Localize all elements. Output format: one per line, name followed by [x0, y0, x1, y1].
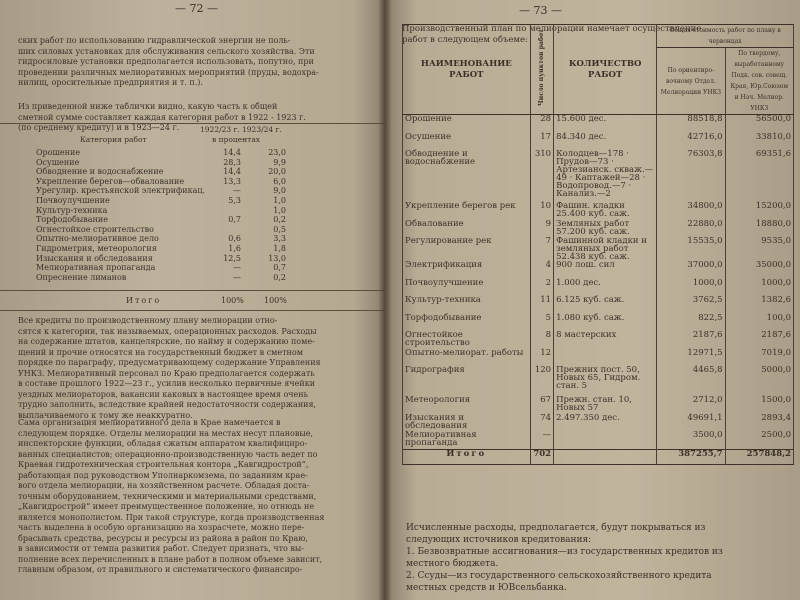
credits-paragraph	[18, 316, 321, 421]
text-line: Краевая гидротехническая строительная контора „Кавгидрострой“,	[18, 460, 309, 469]
text-line: проведении различных мелиоративных мероприятий (пруды, водохра-	[18, 67, 319, 77]
table-row: Электрификация 4 900 лош. сил 37000,0 35000,0	[403, 261, 794, 279]
text-line: щений и прочие относятся на государственный бюджет в сметном	[18, 347, 303, 357]
table-row: Опреснение лиманов — 0,2	[36, 272, 286, 282]
text-line: точным оборудованием, техническими и материальными средствами,	[18, 491, 317, 501]
table-row: Огнестойкое строительство 0,5	[36, 224, 286, 234]
text-line: ванных специалистов; операционно-производственную часть ведет по	[18, 449, 318, 459]
production-plan-table	[402, 24, 794, 465]
header-cost-sub1: По ориентиро-вочному Отдел. Мелиорации УНКЗ	[657, 48, 725, 115]
table-row: Опытно-мелиоративное дело 0,6 3,3	[36, 234, 286, 244]
table-row: Урегулир. крестьянской электрификац. — 9,0	[36, 186, 286, 196]
text-line: Все кредиты по производственному плану мелиорации отно-	[18, 316, 278, 325]
page-number-left: — 72 —	[175, 2, 218, 15]
text-line: уездных мелиораторов, вакансии каковых в настоящее время очень	[18, 389, 308, 399]
category-table	[36, 148, 296, 282]
table-row: Обвалование 9 Земляных работ 57.200 куб. саж. 22880,0 18880,0	[403, 220, 794, 238]
table-row: Укрепление берегов рек 10 Фашин. кладки 25.400 куб. саж. 34800,0 15200,0	[403, 202, 794, 220]
table-header-row	[403, 25, 794, 48]
page-number-right: — 73 —	[519, 4, 562, 17]
table-row: Орошение 14,4 23,0	[36, 148, 286, 157]
header-quantity: КОЛИЧЕСТВО РАБОТ	[554, 25, 657, 115]
header-points: Число пунктов работ	[530, 25, 553, 115]
intro-paragraph	[18, 36, 319, 89]
table-total-rule	[0, 290, 384, 291]
text-line: выплачиваемого к тому же неаккуратно.	[18, 410, 193, 420]
text-line: в составе прошлого 1922—23 г., усилив несколько первичные ячейки	[18, 379, 316, 388]
text-line: следующем порядке. Отделы мелиорации на местах несут плановые,	[18, 428, 313, 438]
text-line: УНКЗ. Мелиоративный персонал по Краю предполагается содержать	[18, 368, 315, 378]
right-page	[384, 0, 800, 600]
text-line: трудно заполнить, вследствие крайней недостаточности содержания,	[18, 400, 317, 409]
table-row: Обводнение и водоснабжение 310 Колодцев—178 · Прудов—73 · Артезианск. скваж.—49 · Каптажей—28 · Водопровод.—7 · Канализ.—2 76303,8 69351,6	[403, 150, 794, 202]
text-line: брасывать средства, ресурсы и ресурсы из района в район по Краю,	[18, 533, 308, 543]
header-cost-sub2: По твердому, выработанному Подк. сов. совещ. Края, Юр.Союзом и Нач. Мелиор. УНКЗ	[725, 48, 793, 115]
text-line: Производственный план по мелиорации намечает осуществление	[402, 24, 702, 34]
text-line: следующих источников кредитования:	[406, 535, 592, 545]
table-row: Изыскания и обследования 12,5 13,0	[36, 253, 286, 263]
text-line: нилищ, оросительные предприятия и т. п.).	[18, 78, 203, 87]
text-line: Исчисленные расходы, предполагается, будут покрываться из	[406, 523, 706, 533]
table-row: Мелиоративная пропаганда — 3500,0 2500,0	[403, 431, 794, 449]
table-row: Почвоулучшение 2 1.000 дес. 1000,0 1000,0	[403, 279, 794, 297]
text-line: (по среднему кредиту) и в 1923—24 г.	[18, 123, 180, 132]
book-gutter	[378, 0, 392, 600]
year-2-header: 1923/24 г.	[242, 125, 282, 134]
table-row: Почвоулучшение 5,3 1,0	[36, 195, 286, 205]
table-total-row: Итого 100% 100%	[126, 296, 287, 305]
category-header: Категория работ	[80, 135, 147, 144]
text-line: ских работ по использованию гидравлической энергии не поль-	[18, 36, 291, 45]
table-row: Осушение 17 84.340 дес. 42716,0 33810,0	[403, 133, 794, 151]
text-line: местного бюджета.	[406, 559, 499, 569]
table-row: Гидрометрия, метеорология 1,6 1,8	[36, 243, 286, 253]
text-line: в зависимости от темпа развития работ. Следует признать, что вы-	[18, 544, 304, 553]
text-line: вого отдела мелиорации, на хозяйственном расчете. Обладая доста-	[18, 481, 310, 490]
text-line: порядке по параграфу, предусматривающему содержание Управления	[18, 358, 321, 367]
table-bottom-rule	[0, 310, 384, 311]
table-row: Огнестойкое строительство 8 8 мастерских 2187,6 2187,6	[403, 331, 794, 349]
table-row: Гидрография 120 Прежних пост. 50, Новых 65, Гидром. стан. 5 4465,8 5000,0	[403, 366, 794, 396]
text-line: работающая под руководством Уполнаркомзема, по заданиям краe-	[18, 470, 308, 480]
text-line: гидросиловые установки предполагается использовать, попутно, при	[18, 57, 314, 66]
table-row: Торфодобывание 5 1.080 куб. саж. 822,5 100,0	[403, 314, 794, 332]
text-line: сятся к категории, так называемых, операционных расходов. Расходы	[18, 326, 317, 336]
text-line: на содержание штатов, канцелярские, по найму и содержанию поме-	[18, 337, 315, 346]
table-top-rule	[0, 123, 384, 124]
table-total-row: Итого 702 387255,7 257848,2	[403, 449, 794, 464]
unit-header: в процентах	[212, 135, 261, 144]
funding-sources	[406, 522, 723, 594]
text-line: ших силовых установках для обслуживания сельского хозяйства. Эти	[18, 46, 315, 56]
table-row: Обводнение и водоснабжение 14,4 20,0	[36, 167, 286, 177]
table-row: Регулирование рек 7 Фашинной кладки и земляных работ 52.438 куб. саж. 15535,0 9535,0	[403, 237, 794, 261]
text-line: полнение всех перечисленных в плане работ в полном объеме зависит,	[18, 554, 323, 564]
table-row: Орошение 28 15.600 дес. 88518,8 56500,0	[403, 115, 794, 133]
table-row: Культур-техника 11 6.125 куб. саж. 3762,5 1382,6	[403, 296, 794, 314]
text-line: является монополистом. При такой структуре, когда производственная	[18, 512, 325, 522]
table-row: Метеорология 67 Прежн. стан. 10, Новых 57 2712,0 1500,0	[403, 396, 794, 414]
header-cost: Общая стоимость работ по плану в червонцах	[657, 25, 794, 48]
text-line: 2. Ссуды—из государственного сельскохозяйственного кредита	[406, 571, 712, 581]
table-row: Осушение 28,3 9,9	[36, 157, 286, 167]
text-line: работ в следующем объеме:	[402, 35, 528, 45]
table-row: Торфодобывание 0,7 0,2	[36, 215, 286, 225]
text-line: инспекторские функции, обладая сжатым аппаратом квалифициро-	[18, 439, 308, 448]
organization-paragraph	[18, 418, 324, 576]
header-name: НАИМЕНОВАНИЕ РАБОТ	[403, 25, 531, 115]
text-line: местных средств и ЮВсельбанка.	[406, 583, 567, 593]
table-row: Укрепление берегов—обвалование 13,3 6,0	[36, 176, 286, 186]
left-page	[0, 0, 384, 600]
text-line: сметной сумме составляет каждая категория работ в 1922 - 1923 г.	[18, 112, 306, 122]
year-1-header: 1922/23 г.	[200, 125, 240, 134]
table-row: Опытно-мелиорат. работы 12 12971,5 7019,0	[403, 349, 794, 367]
table-row: Культур-техника 1,0	[36, 205, 286, 215]
table-row: Изыскания и обследования 74 2.497.350 дес. 49691,1 2893,4	[403, 414, 794, 432]
table-row: Мелиоративная пропаганда — 0,7	[36, 263, 286, 273]
text-line: Сама организация мелиоративного дела в Крае намечается в	[18, 418, 281, 427]
text-line: Из приведенной ниже таблички видно, какую часть к общей	[18, 102, 278, 111]
text-line: часть выделена в особую организацию на хозрасчете, можно пере-	[18, 523, 305, 532]
text-line: главным образом, от правильного и систематического финансиро-	[18, 565, 303, 574]
text-line: „Кавгидрострой“ имеет преимущественное положение, но отнюдь не	[18, 502, 315, 511]
text-line: 1. Безвозвратные ассигнования—из государственных кредитов из	[406, 547, 723, 557]
